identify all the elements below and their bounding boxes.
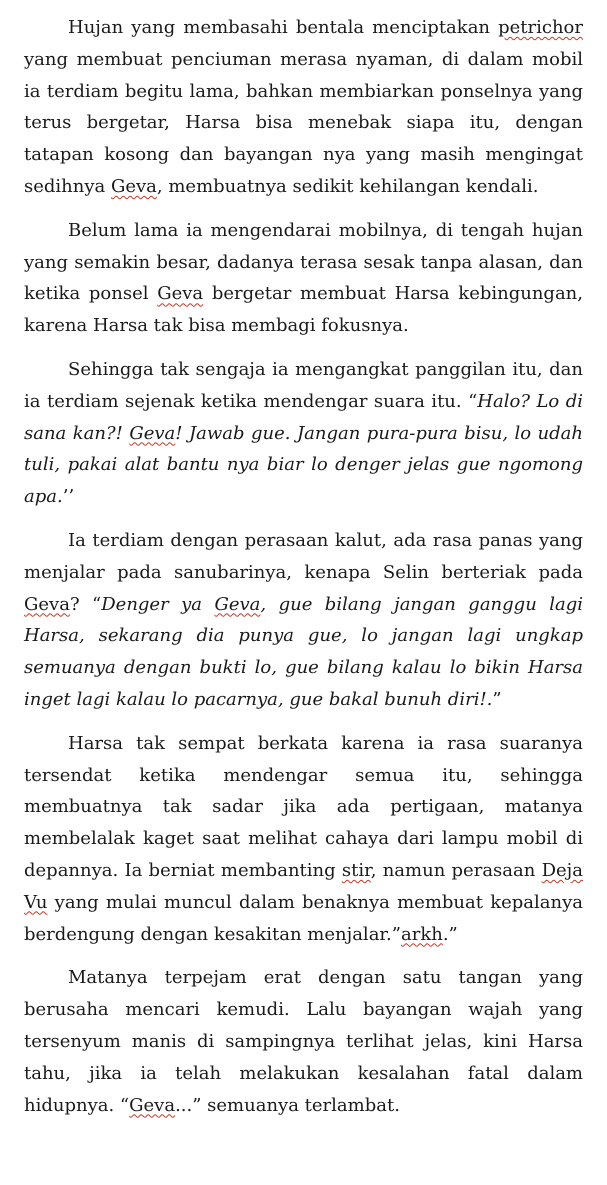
spellcheck-flagged-word: Geva [24,593,70,615]
paragraph-6 [24,962,583,1121]
spellcheck-flagged-word: Geva [157,283,204,305]
text-run: Belum lama ia mengendarai mobilnya, di tengah hujan yang semakin besar, dadanya terasa sesak tanpa alasan, dan ketika ponsel [24,219,583,305]
text-run: ? “ [69,593,102,615]
spellcheck-flagged-word: Vu [24,891,48,913]
text-run: Matanya terpejam erat dengan satu tangan yang berusaha mencari kemudi. Lalu bayangan wajah yang tersenyum manis di sampingnya terlihat jelas, kini Harsa tahu, jika ia telah melakukan kesalahan fatal dalam hidupnya. “ [24,967,583,1116]
italic-spellcheck-flagged-word: Geva [129,422,176,444]
text-run: , namun perasaan [370,859,542,881]
spellcheck-flagged-word: Deja [541,859,583,881]
text-run: .” [442,923,458,945]
italic-text-run: , gue bilang jangan ganggu lagi Harsa, sekarang dia punya gue, lo jangan lagi ungkap semuanya dengan bukti lo, gue bilang kalau lo bikin Harsa inget lagi kalau lo pacarnya, gue bakal bunuh diri!. [24,593,583,710]
text-run: yang mulai muncul dalam benaknya membuat kepalanya berdengung dengan kesakitan menjalar.” [24,891,583,945]
paragraph-3 [24,354,583,513]
text-run: ’’ [62,486,75,508]
italic-text-run: Halo? Lo di sana kan?! [24,390,583,444]
spellcheck-flagged-word: petrichor [498,17,583,38]
spellcheck-flagged-word: Geva [129,1094,176,1116]
italic-spellcheck-flagged-word: Geva [214,593,261,615]
paragraph-2 [24,215,583,342]
text-run: Harsa tak sempat berkata karena ia rasa suaranya tersendat ketika mendengar semua itu, sehingga membuatnya tak sadar jika ada pertigaan, matanya membelalak kaget saat melihat cahaya dari lampu mobil di depannya. Ia berniat membanting [24,732,583,881]
paragraph-1 [24,12,583,203]
spellcheck-flagged-word: arkh [400,923,443,945]
text-run: yang membuat penciuman merasa nyaman, di dalam mobil ia terdiam begitu lama, bahkan membiarkan ponselnya yang terus bergetar, Harsa bisa menebak siapa itu, dengan tatapan kosong dan bayangan nya yang masih mengingat sedihnya [24,48,583,197]
italic-text-run: Denger ya [101,593,215,615]
spellcheck-flagged-word: stir [341,859,371,881]
spellcheck-flagged-word: Geva [110,175,157,197]
text-run: , membuatnya sedikit kehilangan kendali. [156,175,539,197]
text-run: Ia terdiam dengan perasaan kalut, ada rasa panas yang menjalar pada sanubarinya, kenapa Selin berteriak pada [24,529,583,583]
text-run: ...” semuanya terlambat. [175,1094,400,1116]
text-run: bergetar membuat Harsa kebingungan, karena Harsa tak bisa membagi fokusnya. [24,283,583,337]
paragraph-4 [24,525,583,716]
text-run: Hujan yang membasahi bentala menciptakan [68,17,499,38]
text-run: Sehingga tak sengaja ia mengangkat panggilan itu, dan ia terdiam sejenak ketika mendengar suara itu. “ [24,358,583,412]
italic-text-run: ! Jawab gue. Jangan pura-pura bisu, lo udah tuli, pakai alat bantu nya biar lo denger jelas gue ngomong apa. [24,422,584,508]
paragraph-5 [24,728,583,951]
text-run: ” [492,688,502,710]
